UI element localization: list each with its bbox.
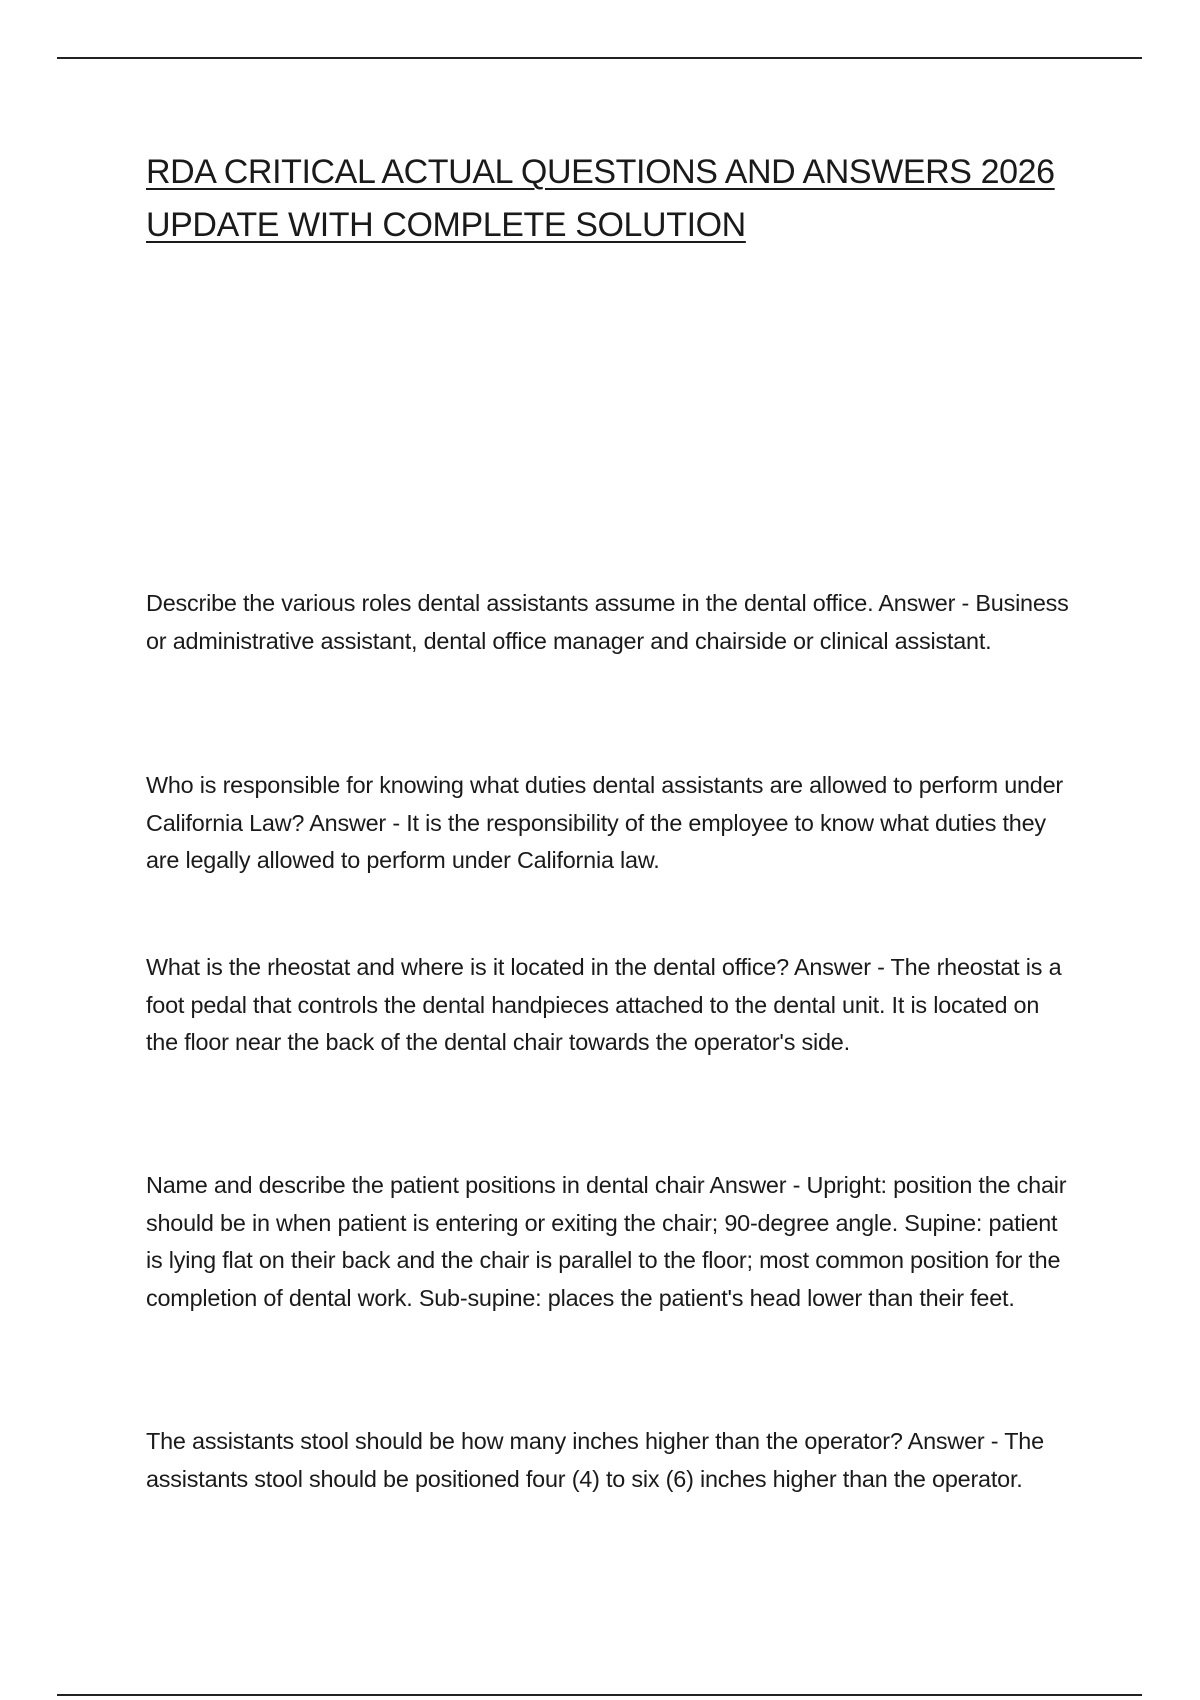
qa-entry-rheostat: What is the rheostat and where is it located in the dental office? Answer - The rheostat is a foot pedal that controls the dental handpieces attached to the dental unit. It is located on the floor near the back of the dental chair towards the operator's side. — [146, 954, 1062, 1055]
qa-entry-assistant-stool: The assistants stool should be how many inches higher than the operator? Answer - The assistants stool should be positioned four (4) to six (6) inches higher than the operator. — [146, 1428, 1044, 1492]
qa-entry-patient-positions: Name and describe the patient positions in dental chair Answer - Upright: position the chair should be in when patient is entering or exiting the chair; 90-degree angle. Supine: patient is lying flat on their back and the chair is parallel to the floor; most common position for the completion of dental work. Sub-supine: places the patient's head lower than their feet. — [146, 1172, 1067, 1311]
document-title: RDA CRITICAL ACTUAL QUESTIONS AND ANSWERS 2026 UPDATE WITH COMPLETE SOLUTION — [146, 153, 1055, 244]
qa-entry-responsibility: Who is responsible for knowing what duties dental assistants are allowed to perform under California Law? Answer - It is the responsibility of the employee to know what duties they are legally allowed to perform under California law. — [146, 772, 1064, 873]
top-rule — [57, 57, 1142, 59]
qa-entry-roles: Describe the various roles dental assistants assume in the dental office. Answer - Business or administrative assistant, dental office manager and chairside or clinical assistant. — [146, 590, 1069, 654]
bottom-rule — [57, 1694, 1142, 1696]
